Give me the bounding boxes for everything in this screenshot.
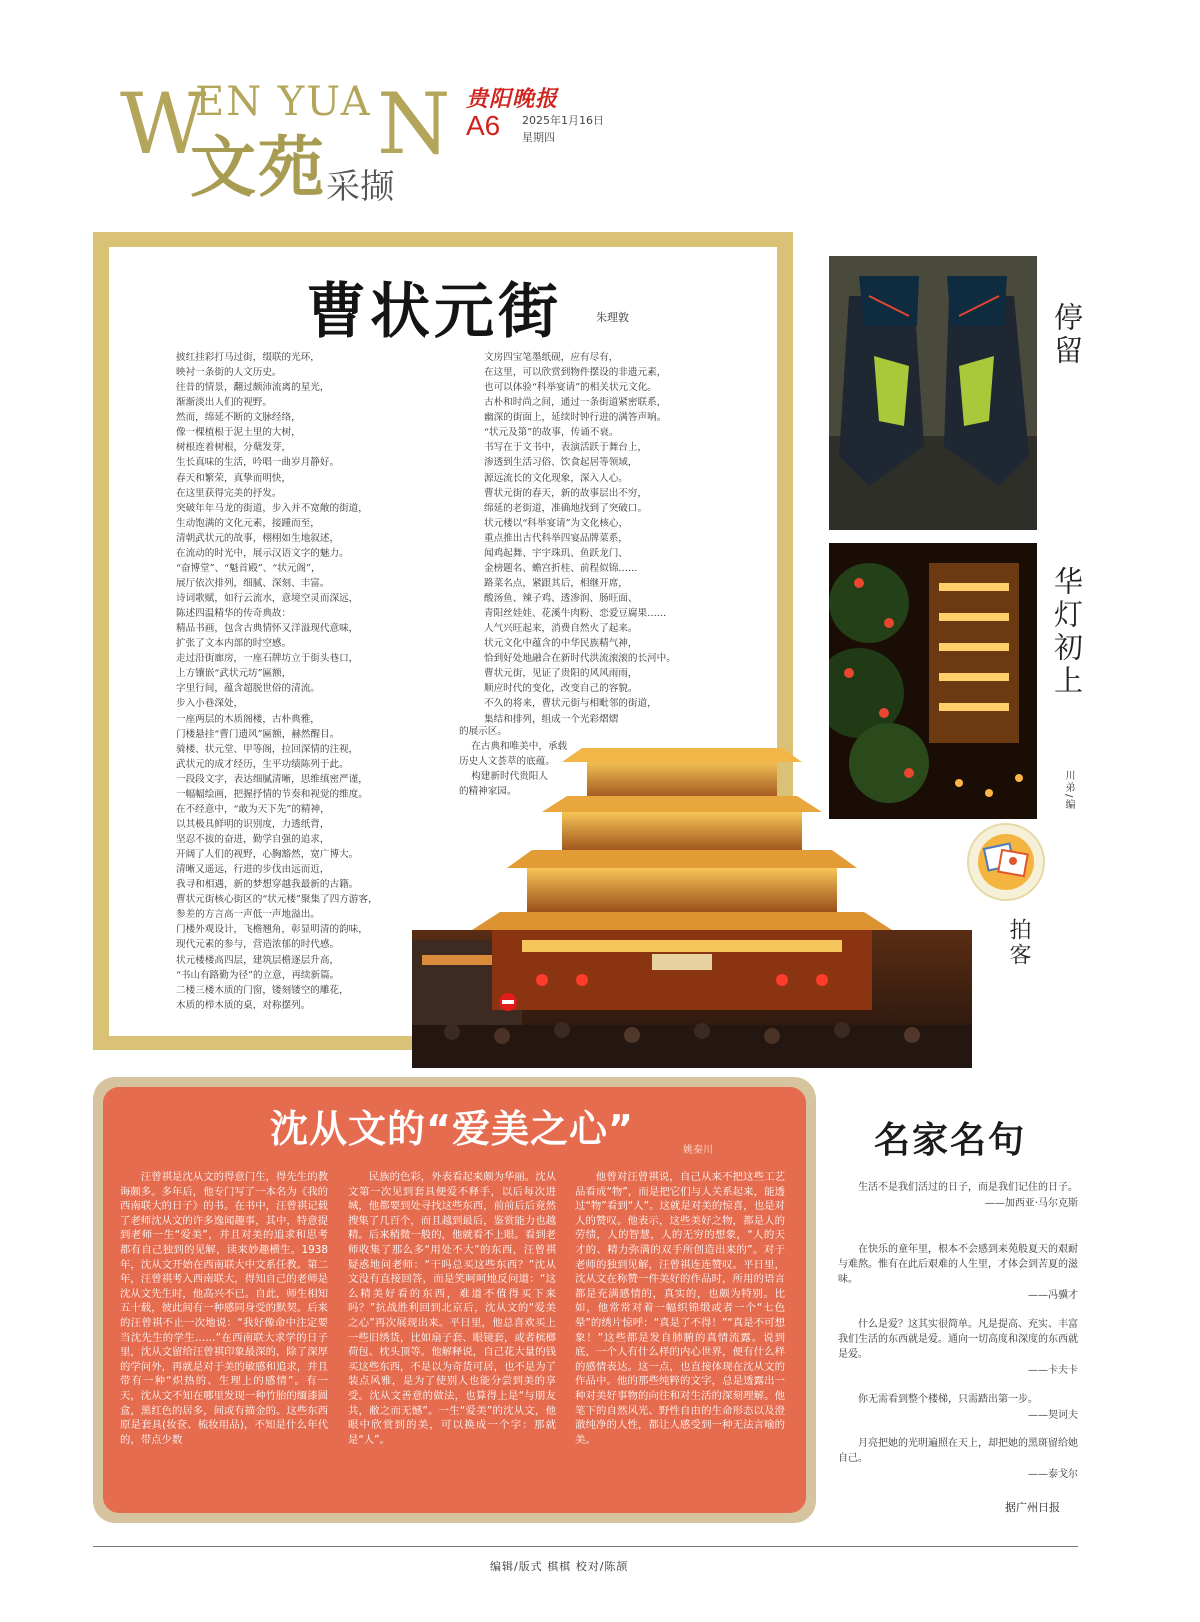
quote-text: 在快乐的童年里，根本不会感到来苑般夏天的艰耐与难熬。惟有在此后艰难的人生里，才体会到苦夏的滋味。: [838, 1244, 1078, 1285]
quote-attribution: ——冯骥才: [1028, 1290, 1078, 1301]
quote-item: [838, 1392, 1078, 1423]
quote-item: [838, 1242, 1078, 1303]
quote-item: [838, 1436, 1078, 1482]
quotes-heading: 名家名句: [874, 1120, 1027, 1161]
article-author: 姚秦川: [683, 1145, 713, 1156]
masthead-en-n: N: [377, 75, 451, 173]
photo-editor: 川弟/编: [1063, 770, 1074, 812]
quote-attribution: ——卡夫卡: [1028, 1365, 1078, 1376]
night-lanterns-photo: [829, 543, 1037, 819]
poem-column-3: 的展示区。 在古典和唯美中，承载 历史人文荟萃的底蕴。 构建新时代贵阳人 的精神家园。: [459, 726, 568, 798]
article-column-3: 他曾对汪曾祺说，自己从来不把这些工艺品看成“物”，而是把它们与人关系起来，能透过“物”看到“人”。这就是对美的惊喜，也是对人的赞叹。他表示，这些美好之物，都是人的劳绩，人的智慧，人的无穷的想象，“人的天才的、精力弥满的双手所创造出来的”。对于老师的独到见解，汪曾祺连连赞叹。平日里，沈从文在称赞一件美好的作品时，所用的语言都是充满感情的，真实的，也颇为特别。比如，他常常对着一幅织锦缎或者一个“七色晕”的绣片惊呼：“真是了不得！”“真是不可想象！”这些都是发自肺腑的真情流露。说到底，一个人有什么样的内心世界，便有什么样的感情表达。这一点，也直接体现在沈从文的作品中。他的那些纯粹的文字，总是透露出一种对美好事物的向往和对生活的深刻理解。他笔下的自然风光、野性自由的生命形态以及澄澈纯净的人性，都让人感受到一种无法言喻的美。: [575, 1171, 785, 1446]
masthead-en-w: W: [120, 75, 207, 173]
quotes-source: 据广州日报: [1005, 1501, 1060, 1514]
poem-column-2: 文房四宝笔墨纸砚，应有尽有， 在这里，可以欣赏到物件摆设的非遗元素， 也可以体验“科举宴请”的相关状元文化。 古朴和时尚之间，通过一条街道紧密联系， 幽深的街面上，延续时钟行进的满答声响。 “状元及第”的故事，传诵不衰。 书写在于文书中，表演活跃于舞台上， 渗透到生活习俗、饮食起居等领域， 源远流长的文化现象，深入人心。 曹状元街的春天，新的故事层出不穷， 绵延的老街道，准确地找到了突破口。 状元楼以“科举宴请”为文化核心， 重点推出古代科举四宴品牌菜系， 闻鸡起舞、宇宇珠玑、鱼跃龙门、 金榜题名、蟾宫折桂、前程似锦…… 路菜名点，紧跟其后，相继开席， 酸汤鱼、辣子鸡、透渗润、肠旺面、 青阳丝娃娃、花溪牛肉粉、恋爱豆腐果…… 人气兴旺起来，消费自然火了起来。 状元文化中蕴含的中华民族精气神， 恰到好处地融合在新时代洪流滚滚的长河中。 曹状元街，见证了贵阳的风风雨雨， 顺应时代的变化，改变自己的容貌。 不久的将来，曹状元街与相毗邻的街道， 集结和排列，组成一个光彩熠熠: [484, 352, 676, 725]
weekday-text: 星期四: [522, 130, 555, 144]
quote-text: 你无需看到整个楼梯，只需踏出第一步。: [858, 1394, 1038, 1405]
masthead-sub-title: 采撷: [326, 167, 394, 207]
paper-name-logo: 贵阳晚报: [466, 86, 559, 112]
camera-photo-icon: [964, 820, 1060, 904]
page-number: A6: [466, 110, 501, 141]
shoes-photo: [829, 256, 1037, 530]
article-column-2: 民族的色彩，外表看起来颇为华丽。沈从文第一次见到套具便爱不释手，以后每次进城，他都要到处寻找这些东西，前前后后竟然搜集了几百个，而且越到最后，鉴赏能力也越精。后来稍微一般的，他就看不上眼。看到老师收集了那么多“用处不大”的东西，汪曾祺疑惑地问老师：“干吗总买这些东西？”沈从文没有直接回答，而是笑呵呵地反问道：“这么精美好看的东西，难道不值得买下来吗？”抗战胜利回到北京后，沈从文的“爱美之心”再次展现出来。平日里，他总喜欢买上一些旧绣货，比如扇子套、眼镜套，或者槟榔荷包、枕头顶等。他解释说，自己花大量的钱买这些东西，不是以为奇货可居，也不是为了装点风雅，是为了使别人也能分尝到美的享受。沈从文善意的做法，也算得上是“与朋友共，敝之而无憾”。一生“爱美”的沈从文，他眼中欣赏到的美，可以换成一个字：那就是“人”。: [348, 1171, 556, 1446]
quote-item: [838, 1317, 1078, 1378]
poem-column-1: 披红挂彩打马过街，缀联的光环， 映衬一条街的人文历史。 往昔的情景，翻过颇沛流离的星光， 渐渐淡出人们的视野。 然而，绵延不断的文脉经络， 像一棵植根于泥土里的大树， 树根连着树根，分蘖发芽， 生长真味的生活，吟唱一曲岁月静好。 春天和繁荣，真挚而明快， 在这里获得完美的抒发。 突破年年马龙的街道，步入并不宽敞的街道， 生动饱满的文化元素，接踵而至， 清朝武状元的故事，栩栩如生地叙述， 在流动的时光中，展示汉语文字的魅力。 “奋博堂”、“魁首殿”、“状元阁”， 展厅依次排列，细腻、深刻、丰富。 诗词歌赋，如行云流水，意境空灵而深远， 陈述四温精华的传奇典故： 精品书画，包含古典情怀又洋溢现代意味， 扩张了文本内部的时空感。 走过沿街廊房，一座石牌坊立于街头巷口， 上方镶嵌“武状元坊”匾额， 字里行间，蕴含超脱世俗的清流。 步入小巷深处， 一座两层的木质阁楼，古朴典雅， 门楼悬挂“曹门遗风”匾额，赫然醒目。 骑楼、状元堂、甲等阁，拉回深情的注视， 武状元的成才经历，生平功绩陈列于此。 一段段文字，表达细腻清晰，思维缜密严谨， 一幅幅绘画，把握抒情的节奏和视觉的维度。 在不经意中，“敢为天下先”的精神， 以其极具鲜明的识别度，力透纸背， 坚忍不拔的奋进，勤学自强的追求， 开阔了人们的视野，心胸豁然，宽广博大。 清晰又遥远，行进的步伐由远而近， 我寻和相遇，新的梦想穿越我最新的古籍。 曹状元街核心街区的“状元楼”聚集了四方游客， 参差的方言高一声低一声地溢出。 门楼外观设计，飞檐翘角，彰显明清的韵味， 现代元素的参与，营造浓郁的时代感。 状元楼楼高四层，建筑层檐逐层升高， “书山有路勤为径”的立意，再续新篇。 二楼三楼木质的门窗，镂刻镂空的雕花， 木质的栉木质的桌，对称摆列。: [176, 352, 378, 1011]
quote-attribution: ——泰戈尔: [1028, 1469, 1078, 1480]
photo-caption-lights: 华灯初上: [1050, 566, 1084, 698]
date-text: 2025年1月16日: [522, 114, 604, 127]
quote-attribution: ——加西亚·马尔克斯: [984, 1198, 1078, 1209]
masthead-en-mid: EN YUA: [195, 79, 372, 125]
footer-divider: [93, 1546, 1078, 1547]
article-title: 沈从文的“爱美之心”: [270, 1107, 634, 1151]
quote-text: 什么是爱？这其实很简单。凡是提高、充实、丰富我们生活的东西就是爱。通向一切高度和深度的东西就是爱。: [838, 1319, 1078, 1360]
masthead-cn-title: 文苑: [190, 129, 326, 206]
footer-credit: 编辑/版式 棋棋 校对/陈颉: [490, 1560, 629, 1573]
photo-caption-stay: 停留: [1050, 302, 1084, 368]
page-date: [522, 113, 604, 146]
article-column-1: 汪曾祺是沈从文的得意门生，得先生的教诲颇多。多年后，他专门写了一本名为《我的西南联大的日子》的书。在书中，汪曾祺记载了老师沈从文的许多逸闻趣事，其中，特意提到老师一生“爱美”，并且对美的追求和思考都有自己独到的见解，读来妙趣横生。1938年，沈从文开始在西南联大中文系任教。第二年，汪曾祺考入西南联大，得知自己的老师是沈从文先生时，他高兴不已。自此，师生相知五十载，彼此间有一种感同身受的默契。后来的汪曾祺不止一次地说：“我好像命中注定要当沈先生的学生……”在西南联大求学的日子里，沈从文留给汪曾祺印象最深的，除了深厚的学问外，再就是对于美的敏感和追求，并且带有一种“炽热的、生理上的感情”。有一天，沈从文不知在哪里发现一种竹胎的缅漆圆盒，黑红色的居多，间或有描金的。这些东西原是套具(妆奁、梳妆用品)，不知是什么年代的，带点少数: [120, 1171, 328, 1446]
section-label-paike: 拍客: [1006, 918, 1031, 968]
quote-text: 生活不是我们活过的日子，而是我们记住的日子。: [858, 1182, 1078, 1193]
quote-attribution: ——契诃夫: [1028, 1410, 1078, 1421]
quote-item: [838, 1180, 1078, 1211]
poem-title: 曹状元街: [306, 277, 562, 347]
quote-text: 月亮把她的光明遍照在天上，却把她的黑斑留给她自己。: [838, 1438, 1078, 1464]
poem-author: 朱理敦: [596, 311, 629, 324]
